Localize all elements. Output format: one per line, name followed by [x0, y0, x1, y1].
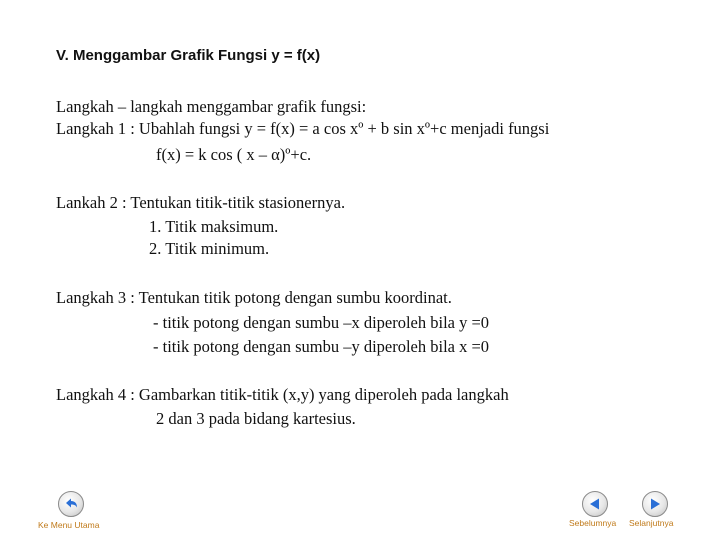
return-arrow-icon [62, 495, 80, 513]
slide-title: V. Menggambar Grafik Fungsi y = f(x) [56, 47, 321, 64]
home-button[interactable] [58, 491, 84, 517]
step2-line1: Lankah 2 : Tentukan titik-titik stasionernya. [56, 193, 346, 212]
next-link[interactable]: Selanjutnya [629, 518, 674, 528]
next-button[interactable] [642, 491, 668, 517]
triangle-right-icon [647, 496, 663, 512]
intro-text: Langkah – langkah menggambar grafik fungsi: [56, 97, 367, 116]
home-link[interactable]: Ke Menu Utama [38, 520, 100, 530]
step3-item-x: - titik potong dengan sumbu –x diperoleh bila y =0 [153, 313, 490, 332]
step1-line2: f(x) = k cos ( x – α)º+c. [156, 145, 312, 164]
step4-line1: Langkah 4 : Gambarkan titik-titik (x,y) yang diperoleh pada langkah [56, 385, 509, 404]
step2-item-max: 1. Titik maksimum. [149, 217, 279, 236]
prev-button[interactable] [582, 491, 608, 517]
triangle-left-icon [587, 496, 603, 512]
prev-link[interactable]: Sebelumnya [569, 518, 617, 528]
step3-item-y: - titik potong dengan sumbu –y diperoleh bila x =0 [153, 337, 490, 356]
step2-item-min: 2. Titik minimum. [149, 239, 270, 258]
step1-line1: Langkah 1 : Ubahlah fungsi y = f(x) = a cos xº + b sin xº+c menjadi fungsi [56, 119, 550, 138]
step4-line2: 2 dan 3 pada bidang kartesius. [156, 409, 356, 428]
step3-line1: Langkah 3 : Tentukan titik potong dengan sumbu koordinat. [56, 288, 452, 307]
